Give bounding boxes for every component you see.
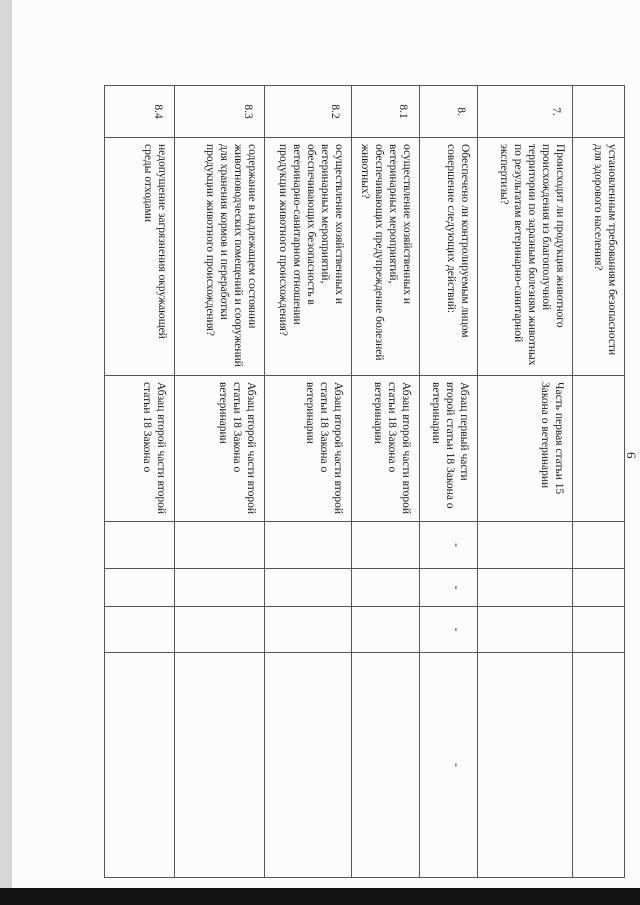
requirement-cell: [573, 376, 625, 522]
row-number: 8.4: [105, 86, 175, 138]
requirement-cell: Абзац первый части второй статьи 18 Закона о ветеринарии: [420, 376, 478, 522]
note-cell: -: [420, 653, 478, 878]
question-cell: осуществление хозяйственных и ветеринарных мероприятий, обеспечивающих предупреждение болезней животных?: [352, 138, 420, 376]
answer-yes-cell: [352, 522, 420, 569]
answer-na-cell: [105, 607, 175, 653]
table-row: [175, 86, 265, 878]
answer-na-cell: -: [420, 607, 478, 653]
question-cell: установленным требованиям безопасности для здорового населения?: [573, 138, 625, 376]
requirement-cell: Абзац второй части второй статьи 18 Закона о ветеринарии: [265, 376, 352, 522]
checklist-table-container: [105, 85, 625, 877]
scan-edge-bottom: [0, 888, 640, 905]
answer-na-cell: [265, 607, 352, 653]
question-cell: содержание в надлежащем состоянии животноводческих помещений и сооружений для хранения кормов и переработки продукции животного происхождения?: [175, 138, 265, 376]
table-row: [105, 86, 175, 878]
answer-no-cell: [352, 569, 420, 607]
question-cell: недопущение загрязнения окружающей среды отходами: [105, 138, 175, 376]
answer-no-cell: [105, 569, 175, 607]
page-number: 6: [624, 452, 639, 459]
answer-no-cell: [478, 569, 573, 607]
answer-no-cell: -: [420, 569, 478, 607]
note-cell: [105, 653, 175, 878]
row-number: 8.: [420, 86, 478, 138]
question-cell: Обеспечено ли контролируемым лицом совершение следующих действий:: [420, 138, 478, 376]
requirement-cell: Абзац второй части второй статьи 18 Закона о ветеринарии: [352, 376, 420, 522]
answer-yes-cell: [105, 522, 175, 569]
answer-na-cell: [573, 607, 625, 653]
row-number: 8.3: [175, 86, 265, 138]
table-row: [573, 86, 625, 878]
scan-edge-left: [0, 0, 12, 905]
table-row: [420, 86, 478, 878]
requirement-cell: Абзац второй части второй статьи 18 Закона о ветеринарии: [175, 376, 265, 522]
requirement-cell: Абзац второй части второй статьи 18 Закона о: [105, 376, 175, 522]
answer-yes-cell: [478, 522, 573, 569]
answer-no-cell: [573, 569, 625, 607]
row-number: 8.2: [265, 86, 352, 138]
requirement-cell: Часть первая статьи 15 Закона о ветеринарии: [478, 376, 573, 522]
answer-na-cell: [175, 607, 265, 653]
question-cell: Происходит ли продукция животного происхождения из благополучной территории по заразным болезням животных по результатам ветеринарно-санитарной экспертизы?: [478, 138, 573, 376]
row-number: [573, 86, 625, 138]
row-number: 7.: [478, 86, 573, 138]
answer-yes-cell: -: [420, 522, 478, 569]
question-cell: осуществление хозяйственных и ветеринарных мероприятий, обеспечивающих безопасность в ветеринарно-санитарном отношении продукции животного происхождения?: [265, 138, 352, 376]
checklist-table: [104, 85, 625, 878]
note-cell: [175, 653, 265, 878]
answer-yes-cell: [175, 522, 265, 569]
note-cell: [265, 653, 352, 878]
note-cell: [478, 653, 573, 878]
answer-yes-cell: [265, 522, 352, 569]
answer-no-cell: [175, 569, 265, 607]
table-row: [352, 86, 420, 878]
row-number: 8.1: [352, 86, 420, 138]
answer-na-cell: [352, 607, 420, 653]
answer-no-cell: [265, 569, 352, 607]
table-row: [265, 86, 352, 878]
answer-na-cell: [478, 607, 573, 653]
table-row: [478, 86, 573, 878]
note-cell: [352, 653, 420, 878]
answer-yes-cell: [573, 522, 625, 569]
note-cell: [573, 653, 625, 878]
